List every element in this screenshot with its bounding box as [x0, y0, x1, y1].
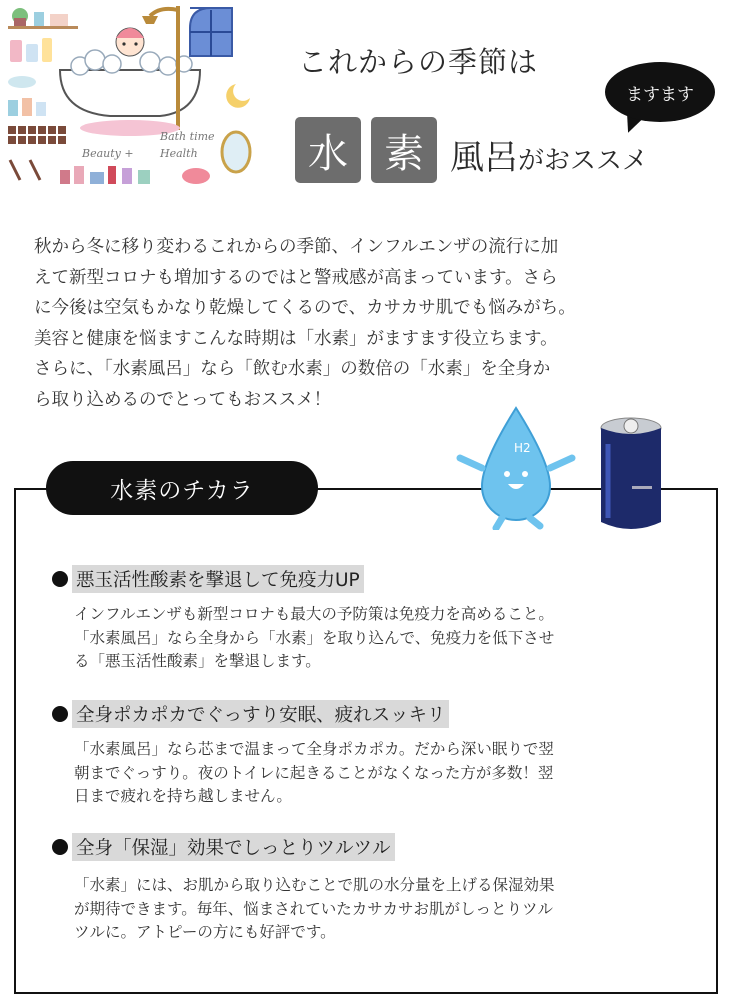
intro-line: ら取り込めるのでとってもおススメ！: [34, 389, 332, 410]
tile-icon: [8, 126, 66, 144]
script-bath-text: Bath time: [160, 130, 215, 143]
moon-icon: [226, 84, 250, 108]
section-heading-moisture: 全身「保湿」効果でしっとりツルツル: [52, 833, 395, 861]
headline-recommend: がおススメ: [518, 146, 649, 176]
headline-bath: 風呂: [450, 138, 518, 178]
bottle-icon: [26, 44, 38, 62]
intro-line: さらに、「水素風呂」なら「飲む水素」の数倍の「水素」を全身か: [34, 359, 551, 379]
shelf: [8, 26, 78, 29]
intro-line: えて新型コロナも増加するのではと警戒感が高まっています。さら: [34, 267, 558, 288]
headline-line2: [450, 130, 648, 179]
water-drop-icon: [482, 408, 550, 520]
section-heading-immunity: 悪玉活性酸素を撃退して免疫力UP: [52, 565, 364, 593]
section-body-sleep: 「水素風呂」なら芯まで温まって全身ポカポカ。だから深い眠りで翌 朝までぐっすり。夜のトイレに起きることがなくなった方が多数！翌 日まで疲れを持ち越しません。: [74, 740, 554, 805]
soap-dish-icon: [8, 76, 36, 88]
bullet-icon: [52, 839, 68, 855]
shower-icon: [142, 16, 158, 24]
intro-paragraph: [34, 232, 714, 415]
section-body-moisture: 「水素」には、お肌から取り込むことで肌の水分量を上げる保湿効果 が期待できます。毎年、悩まされていたカサカサお肌がしっとりツル ツルに。アトピーの方にも好評です。: [74, 876, 555, 941]
water-drop-mascot: [452, 402, 580, 530]
intro-line: 美容と健康を悩ますこんな時期は「水素」がますます役立ちます。: [34, 328, 558, 349]
char-box-water: 水: [295, 117, 361, 183]
script-beauty-text: Beauty +: [82, 147, 134, 160]
char-box-element: 素: [371, 117, 437, 183]
intro-line: 秋から冬に移り変わるこれからの季節、インフルエンザの流行に加: [34, 237, 559, 257]
bottle-icon: [34, 12, 44, 26]
towel-icon: [50, 14, 68, 26]
speech-bubble: ますます: [605, 62, 715, 122]
section-body-immunity: インフルエンザも新型コロナも最大の予防策は免疫力を高めること。 「水素風呂」なら全身から「水素」を取り込んで、免疫力を低下させ る「悪玉活性酸素」を撃退します。: [74, 605, 555, 670]
section-heading-sleep: 全身ポカポカでぐっすり安眠、疲れスッキリ: [52, 700, 449, 728]
bullet-icon: [52, 706, 68, 722]
mirror-icon: [222, 132, 250, 172]
headline-line1: これからの季節は: [298, 45, 539, 79]
bottle-icon: [42, 38, 52, 62]
bath-illustration: [0, 0, 270, 200]
script-health-text: Health: [160, 147, 198, 160]
bullet-icon: [52, 571, 68, 587]
intro-line: に今後は空気もかなり乾燥してくるので、カサカサ肌でも悩みがち。: [34, 298, 576, 318]
cosmetics-icon: [60, 166, 210, 184]
h2-label: H2: [514, 441, 531, 455]
hydrogen-device-image: [594, 414, 668, 536]
bottle-icon: [10, 40, 22, 62]
section-title: 水素のチカラ: [46, 461, 318, 515]
